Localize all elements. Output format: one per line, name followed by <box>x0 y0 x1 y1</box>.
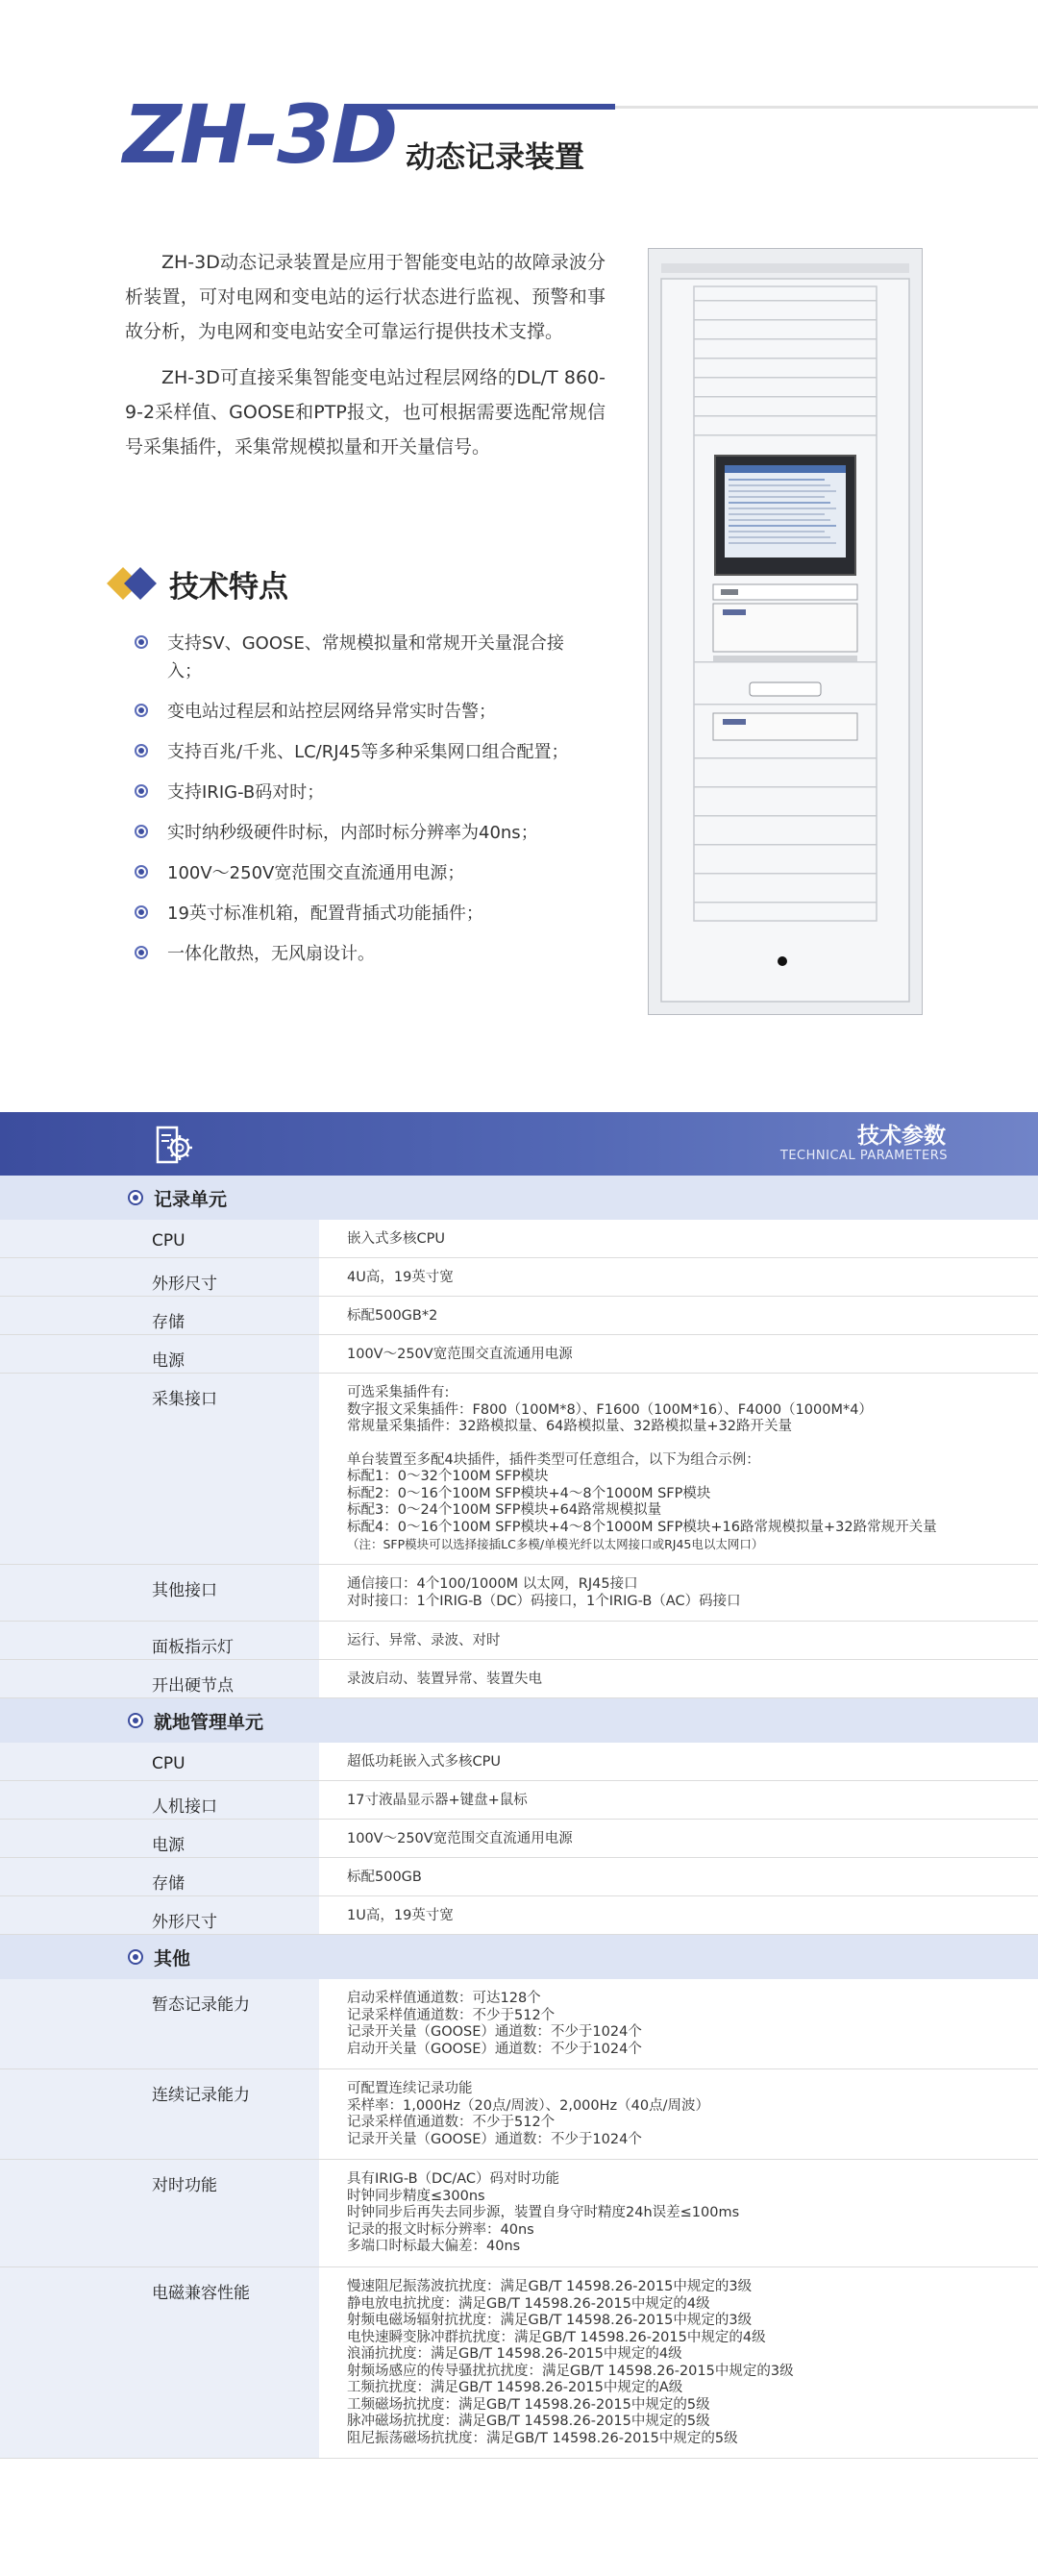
param-label-cell <box>0 1660 319 1697</box>
param-row <box>0 1660 1038 1698</box>
param-value <box>347 1347 1019 1364</box>
feature-item <box>135 779 586 806</box>
param-label-cell <box>0 1220 319 1257</box>
param-label: 面板指示灯 <box>152 1638 234 1657</box>
tech-params-subtitle: TECHNICAL PARAMETERS <box>779 1149 948 1163</box>
param-value-line: 运行、异常、录波、对时 <box>347 1633 501 1648</box>
feature-item <box>135 900 586 928</box>
param-label: 电源 <box>152 1836 185 1855</box>
feature-bullet-icon <box>135 635 148 649</box>
param-value-line: （注：SFP模块可以选择接插LC多模/单模光纤以太网接口或RJ45电以太网口） <box>347 1537 764 1551</box>
intro-paragraph-2: ZH-3D可直接采集智能变电站过程层网络的DL/T 860-9-2采样值、GOOSE和PTP报文，也可根据需要选配常规信号采集插件，采集常规模拟量和开关量信号。 <box>125 367 606 458</box>
param-value-line: 1U高，19英寸宽 <box>347 1908 454 1923</box>
param-value-line: 工频磁场抗扰度：满足GB/T 14598.26-2015中规定的5级 <box>347 2396 710 2413</box>
param-label: 外形尺寸 <box>152 1913 217 1932</box>
param-label-cell <box>0 1335 319 1373</box>
param-value-line: 射频电磁场辐射抗扰度：满足GB/T 14598.26-2015中规定的3级 <box>347 2313 753 2328</box>
param-label-cell <box>0 1258 319 1296</box>
param-value <box>347 1576 1019 1610</box>
param-value-line: 记录的报文时标分辨率：40ns <box>347 2221 534 2238</box>
param-row <box>0 1979 1038 2069</box>
tech-params-title: 技术参数 <box>857 1124 946 1149</box>
param-row <box>0 1622 1038 1660</box>
feature-item <box>135 940 586 968</box>
intro-text <box>125 245 606 476</box>
param-row <box>0 1335 1038 1374</box>
param-label: 人机接口 <box>152 1797 217 1817</box>
param-value-line: 采样率：1,000Hz（20点/周波）、2,000Hz（40点/周波） <box>347 2097 709 2114</box>
param-label-cell <box>0 1743 319 1780</box>
param-value <box>347 2279 1019 2447</box>
param-value-line: 17寸液晶显示器+键盘+鼠标 <box>347 1793 528 1808</box>
feature-bullet-icon <box>135 744 148 757</box>
param-value-line: 记录采样值通道数：不少于512个 <box>347 2115 556 2130</box>
feature-item <box>135 859 586 887</box>
param-value-line: 慢速阻尼振荡波抗扰度：满足GB/T 14598.26-2015中规定的3级 <box>347 2279 753 2294</box>
section-title: 其他 <box>154 1948 191 1969</box>
feature-bullet-icon <box>135 825 148 838</box>
param-value <box>347 1308 1019 1325</box>
param-row <box>0 1896 1038 1935</box>
param-row <box>0 1258 1038 1297</box>
settings-document-icon <box>152 1124 194 1166</box>
param-value-line: 标配500GB <box>347 1870 422 1885</box>
param-label: 外形尺寸 <box>152 1275 217 1294</box>
param-value <box>347 1991 1019 2058</box>
param-row <box>0 1297 1038 1335</box>
param-label: 存储 <box>152 1313 185 1332</box>
param-value-line: 启动开关量（GOOSE）通道数：不少于1024个 <box>347 2041 642 2057</box>
param-value <box>347 1908 1019 1925</box>
param-value <box>347 1831 1019 1848</box>
param-label: CPU <box>152 1231 185 1251</box>
param-value-line: 浪涌抗扰度：满足GB/T 14598.26-2015中规定的4级 <box>347 2346 682 2362</box>
param-value-line: 超低功耗嵌入式多核CPU <box>347 1754 501 1770</box>
section-title: 就地管理单元 <box>154 1712 264 1733</box>
feature-text: 一体化散热，无风扇设计。 <box>167 944 375 964</box>
param-value <box>347 1793 1019 1810</box>
param-value-line: 多端口时标最大偏差：40ns <box>347 2239 521 2254</box>
feature-text: 19英寸标准机箱，配置背插式功能插件； <box>167 904 483 924</box>
param-value-line: 数字报文采集插件：F800（100M*8）、F1600（100M*16）、F4000（1000M*4） <box>347 1401 873 1418</box>
param-value-line: 启动采样值通道数：可达128个 <box>347 1991 541 2006</box>
feature-text: 实时纳秒级硬件时标，内部时标分辨率为40ns； <box>167 823 538 843</box>
page-header <box>0 0 1038 221</box>
feature-text: 100V～250V宽范围交直流通用电源； <box>167 863 465 883</box>
param-value-line: 单台装置至多配4块插件，插件类型可任意组合，以下为组合示例： <box>347 1451 760 1468</box>
features-list <box>135 630 586 980</box>
param-value-line: 常规量采集插件：32路模拟量、64路模拟量、32路模拟量+32路开关量 <box>347 1419 792 1434</box>
param-value-line: 脉冲磁场抗扰度：满足GB/T 14598.26-2015中规定的5级 <box>347 2414 710 2429</box>
section-bullet-icon <box>128 1713 143 1728</box>
param-label-cell <box>0 1781 319 1819</box>
param-value-line: 标配2：0～16个100M SFP模块+4～8个1000M SFP模块 <box>347 1485 711 1501</box>
param-label: 采集接口 <box>152 1390 217 1409</box>
param-value <box>347 1870 1019 1887</box>
param-value <box>347 2081 1019 2148</box>
param-label-cell <box>0 1622 319 1659</box>
param-label: 连续记录能力 <box>152 2086 250 2105</box>
param-label: 其他接口 <box>152 1581 217 1600</box>
param-value-line: 记录采样值通道数：不少于512个 <box>347 2007 556 2023</box>
param-value-line: 100V～250V宽范围交直流通用电源 <box>347 1347 573 1362</box>
param-label: 电源 <box>152 1351 185 1371</box>
cabinet-image <box>648 248 923 1015</box>
diamond-icon <box>108 562 161 605</box>
feature-item <box>135 698 586 726</box>
section-title: 记录单元 <box>154 1189 228 1210</box>
param-value-line: 通信接口：4个100/1000M 以太网，RJ45接口 <box>347 1576 638 1592</box>
param-value-line: 可配置连续记录功能 <box>347 2081 473 2096</box>
tech-params-banner <box>0 1112 1038 1176</box>
param-label: 存储 <box>152 1874 185 1894</box>
section-bullet-icon <box>128 1190 143 1205</box>
section-header <box>0 1176 1038 1220</box>
intro-paragraph-1: ZH-3D动态记录装置是应用于智能变电站的故障录波分析装置，可对电网和变电站的运行状态进行监视、预警和事故分析，为电网和变电站安全可靠运行提供技术支撑。 <box>125 252 606 342</box>
param-label: 暂态记录能力 <box>152 1995 250 2015</box>
feature-item <box>135 738 586 766</box>
feature-text: 支持IRIG-B码对时； <box>167 782 325 803</box>
param-row <box>0 1565 1038 1622</box>
param-row <box>0 1374 1038 1565</box>
param-row <box>0 1220 1038 1258</box>
feature-bullet-icon <box>135 704 148 717</box>
param-label-cell <box>0 2160 319 2266</box>
param-value <box>347 1754 1019 1771</box>
feature-bullet-icon <box>135 905 148 919</box>
param-value-line: 标配4：0～16个100M SFP模块+4～8个1000M SFP模块+16路常规模拟量+32路常规开关量 <box>347 1519 937 1535</box>
param-value-line: 录波启动、装置异常、装置失电 <box>347 1672 542 1687</box>
param-row <box>0 1781 1038 1820</box>
feature-text: 变电站过程层和站控层网络异常实时告警； <box>167 702 496 722</box>
feature-bullet-icon <box>135 946 148 959</box>
param-label-cell <box>0 1297 319 1334</box>
param-value <box>347 1231 1019 1249</box>
param-value-line: 时钟同步后再失去同步源，装置自身守时精度24h误差≤100ms <box>347 2205 740 2220</box>
param-label: 对时功能 <box>152 2176 217 2195</box>
param-value-line: 标配3：0～24个100M SFP模块+64路常规模拟量 <box>347 1502 662 1518</box>
param-value-line: 对时接口：1个IRIG-B（DC）码接口，1个IRIG-B（AC）码接口 <box>347 1593 741 1609</box>
param-label-cell <box>0 1896 319 1934</box>
param-value-line: 时钟同步精度≤300ns <box>347 2188 485 2204</box>
feature-item <box>135 630 586 685</box>
param-value-line: 记录开关量（GOOSE）通道数：不少于1024个 <box>347 2131 642 2147</box>
param-value <box>347 1270 1019 1287</box>
section-header <box>0 1935 1038 1979</box>
features-title: 技术特点 <box>169 569 288 605</box>
param-value-line: 4U高，19英寸宽 <box>347 1270 454 1285</box>
param-value-line: 标配500GB*2 <box>347 1308 438 1324</box>
section-header <box>0 1698 1038 1743</box>
param-value-line: 标配1：0～32个100M SFP模块 <box>347 1469 549 1484</box>
features-heading <box>108 562 288 605</box>
param-value-line: 嵌入式多核CPU <box>347 1231 445 1247</box>
param-value-line: 电快速瞬变脉冲群抗扰度：满足GB/T 14598.26-2015中规定的4级 <box>347 2329 766 2345</box>
param-label-cell <box>0 1979 319 2068</box>
param-value-line: 具有IRIG-B（DC/AC）码对时功能 <box>347 2171 559 2187</box>
param-row <box>0 1858 1038 1896</box>
param-label: CPU <box>152 1754 185 1773</box>
feature-bullet-icon <box>135 784 148 798</box>
param-label-cell <box>0 2069 319 2159</box>
param-row <box>0 2267 1038 2459</box>
param-label-cell <box>0 1374 319 1564</box>
param-value-line: 可选采集插件有: <box>347 1385 450 1400</box>
param-label-cell <box>0 1565 319 1621</box>
param-value <box>347 1385 1019 1553</box>
param-value-line: 射频场感应的传导骚扰抗扰度：满足GB/T 14598.26-2015中规定的3级 <box>347 2363 794 2379</box>
product-subtitle: 动态记录装置 <box>406 140 584 175</box>
param-label: 开出硬节点 <box>152 1676 234 1696</box>
param-label: 电磁兼容性能 <box>152 2284 250 2303</box>
section-bullet-icon <box>128 1949 143 1965</box>
feature-text: 支持SV、GOOSE、常规模拟量和常规开关量混合接入； <box>167 633 564 681</box>
param-value <box>347 1672 1019 1689</box>
param-value-line: 100V～250V宽范围交直流通用电源 <box>347 1831 573 1846</box>
param-row <box>0 1743 1038 1781</box>
param-row <box>0 2160 1038 2267</box>
feature-bullet-icon <box>135 865 148 879</box>
param-value-line: 记录开关量（GOOSE）通道数：不少于1024个 <box>347 2024 642 2040</box>
header-divider-line <box>615 106 1038 109</box>
param-row <box>0 1820 1038 1858</box>
param-value-line: 阻尼振荡磁场抗扰度：满足GB/T 14598.26-2015中规定的5级 <box>347 2430 738 2446</box>
param-value-line: 静电放电抗扰度：满足GB/T 14598.26-2015中规定的4级 <box>347 2295 710 2312</box>
param-value <box>347 1633 1019 1650</box>
feature-item <box>135 819 586 847</box>
param-value-line: 工频抗扰度：满足GB/T 14598.26-2015中规定的A级 <box>347 2380 683 2395</box>
param-label-cell <box>0 2267 319 2458</box>
param-label-cell <box>0 1858 319 1895</box>
param-label-cell <box>0 1820 319 1857</box>
param-row <box>0 2069 1038 2160</box>
feature-text: 支持百兆/千兆、LC/RJ45等多种采集网口组合配置； <box>167 742 569 762</box>
product-name: ZH-3D <box>123 87 397 182</box>
param-value <box>347 2171 1019 2256</box>
